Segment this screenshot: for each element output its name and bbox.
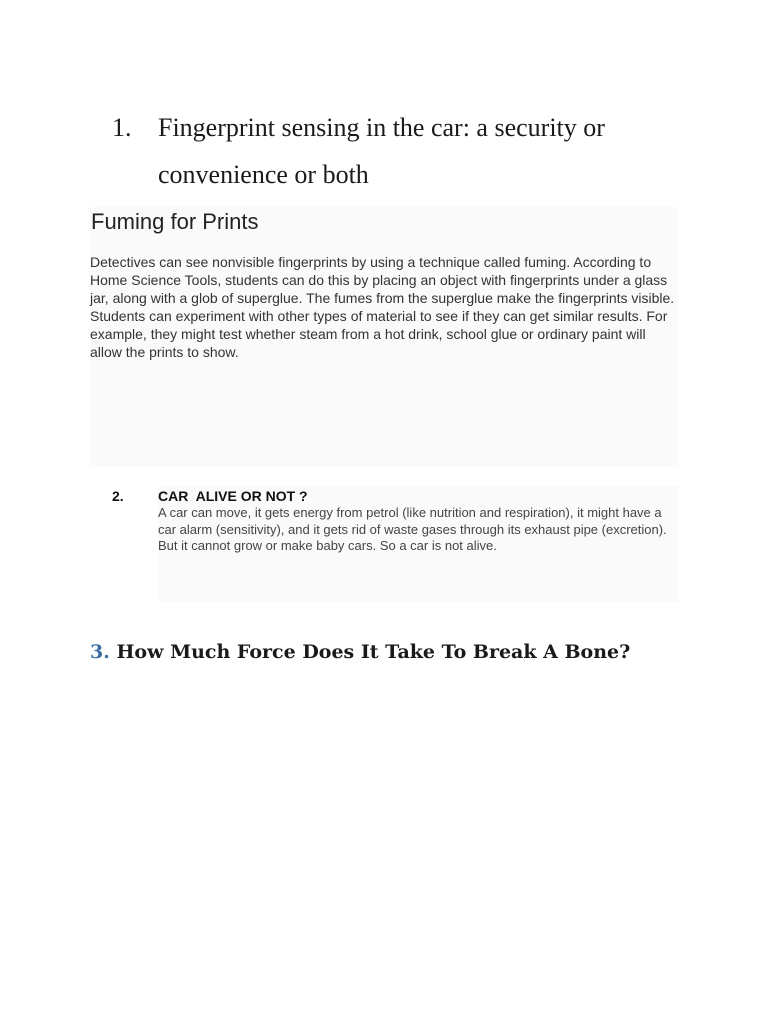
- list-number-2: 2.: [112, 488, 124, 504]
- list-item-2-body: A car can move, it gets energy from petrol (like nutrition and respiration), it might have a car alarm (sensitivity), and it gets rid of waste gases through its exhaust pipe (excretion). But it cannot grow or make baby cars. So a car is not alive.: [158, 505, 667, 553]
- fuming-body: Detectives can see nonvisible fingerprints by using a technique called fuming. According to Home Science Tools, students can do this by placing an object with fingerprints under a glass jar, along with a glob of superglue. The fumes from the superglue make the fingerprints visible. Students can experiment with other types of material to see if they can get similar results. For example, they might test whether steam from a hot drink, school glue or ordinary paint will allow the prints to show.: [90, 254, 675, 360]
- list-item-3: [90, 638, 630, 666]
- list-number-1: 1.: [112, 113, 132, 142]
- list-item-3-title: How Much Force Does It Take To Break A Bone?: [116, 641, 631, 663]
- list-item-1: [112, 104, 692, 198]
- fuming-heading: Fuming for Prints: [91, 209, 259, 234]
- list-number-3: 3.: [90, 641, 110, 663]
- list-item-2-title: CAR ALIVE OR NOT ?: [158, 488, 308, 504]
- list-item-1-text: Fingerprint sensing in the car: a security or convenience or both: [158, 113, 605, 189]
- fuming-section: [90, 207, 678, 467]
- list-item-2: [158, 486, 678, 602]
